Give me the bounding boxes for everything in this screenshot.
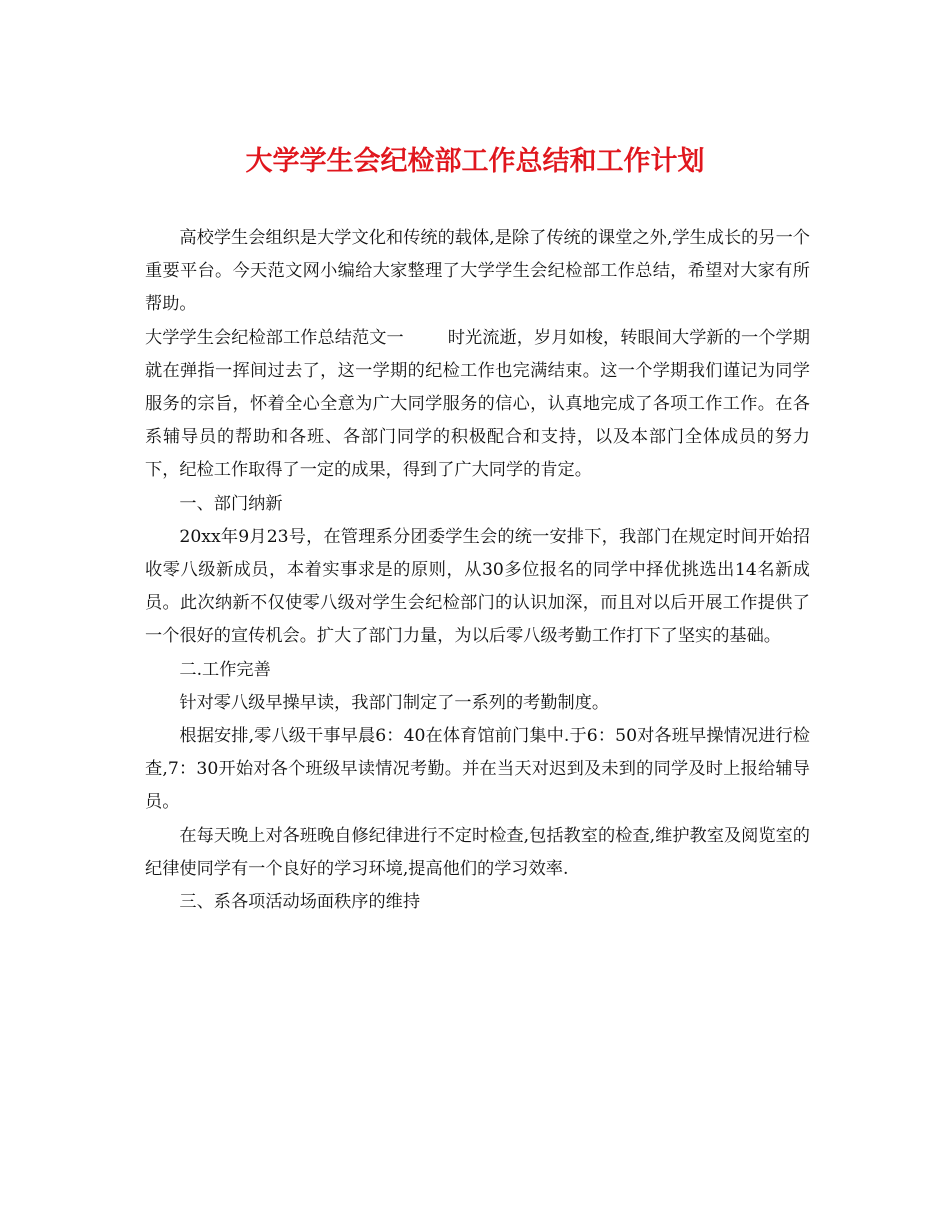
document-title: 大学学生会纪检部工作总结和工作计划	[245, 146, 705, 177]
section-2-paragraph-1: 针对零八级早操早读，我部门制定了一系列的考勤制度。	[179, 692, 610, 713]
section-1-heading: 一、部门纳新	[179, 493, 283, 514]
section-2-paragraph-3: 在每天晚上对各班晚自修纪律进行不定时检查,包括教室的检查,维护教室及阅览室的纪律使同学有一个良好的学习环境,提高他们的学习效率.	[145, 825, 810, 879]
sample-opening-text: 时光流逝，岁月如梭，转眼间大学新的一个学期就在弹指一挥间过去了，这一学期的纪检工作也完满结束。这一个学期我们谨记为同学服务的宗旨，怀着全心全意为广大同学服务的信心，认真地完成了各项工作工作。在各系辅导员的帮助和各班、各部门同学的积极配合和支持，以及本部门全体成员的努力下，纪检工作取得了一定的成果，得到了广大同学的肯定。	[145, 327, 810, 481]
intro-paragraph: 高校学生会组织是大学文化和传统的载体,是除了传统的课堂之外,学生成长的另一个重要平台。今天范文网小编给大家整理了大学学生会纪检部工作总结，希望对大家有所帮助。	[145, 228, 810, 315]
sample-heading: 大学学生会纪检部工作总结范文一	[145, 327, 404, 348]
section-3-heading: 三、系各项活动场面秩序的维持	[179, 892, 421, 913]
section-2-heading: 二.工作完善	[179, 659, 271, 680]
section-2-paragraph-2: 根据安排,零八级干事早晨6：40在体育馆前门集中.于6：50对各班早操情况进行检查,7：30开始对各个班级早读情况考勤。并在当天对迟到及未到的同学及时上报给辅导员。	[145, 726, 810, 813]
section-1-body: 20xx年9月23号，在管理系分团委学生会的统一安排下，我部门在规定时间开始招收零八级新成员，本着实事求是的原则，从30多位报名的同学中择优挑选出14名新成员。此次纳新不仅使零八级对学生会纪检部门的认识加深，而且对以后开展工作提供了一个很好的宣传机会。扩大了部门力量，为以后零八级考勤工作打下了坚实的基础。	[145, 526, 810, 647]
sample-paragraph	[145, 322, 810, 488]
document-body	[145, 222, 810, 919]
